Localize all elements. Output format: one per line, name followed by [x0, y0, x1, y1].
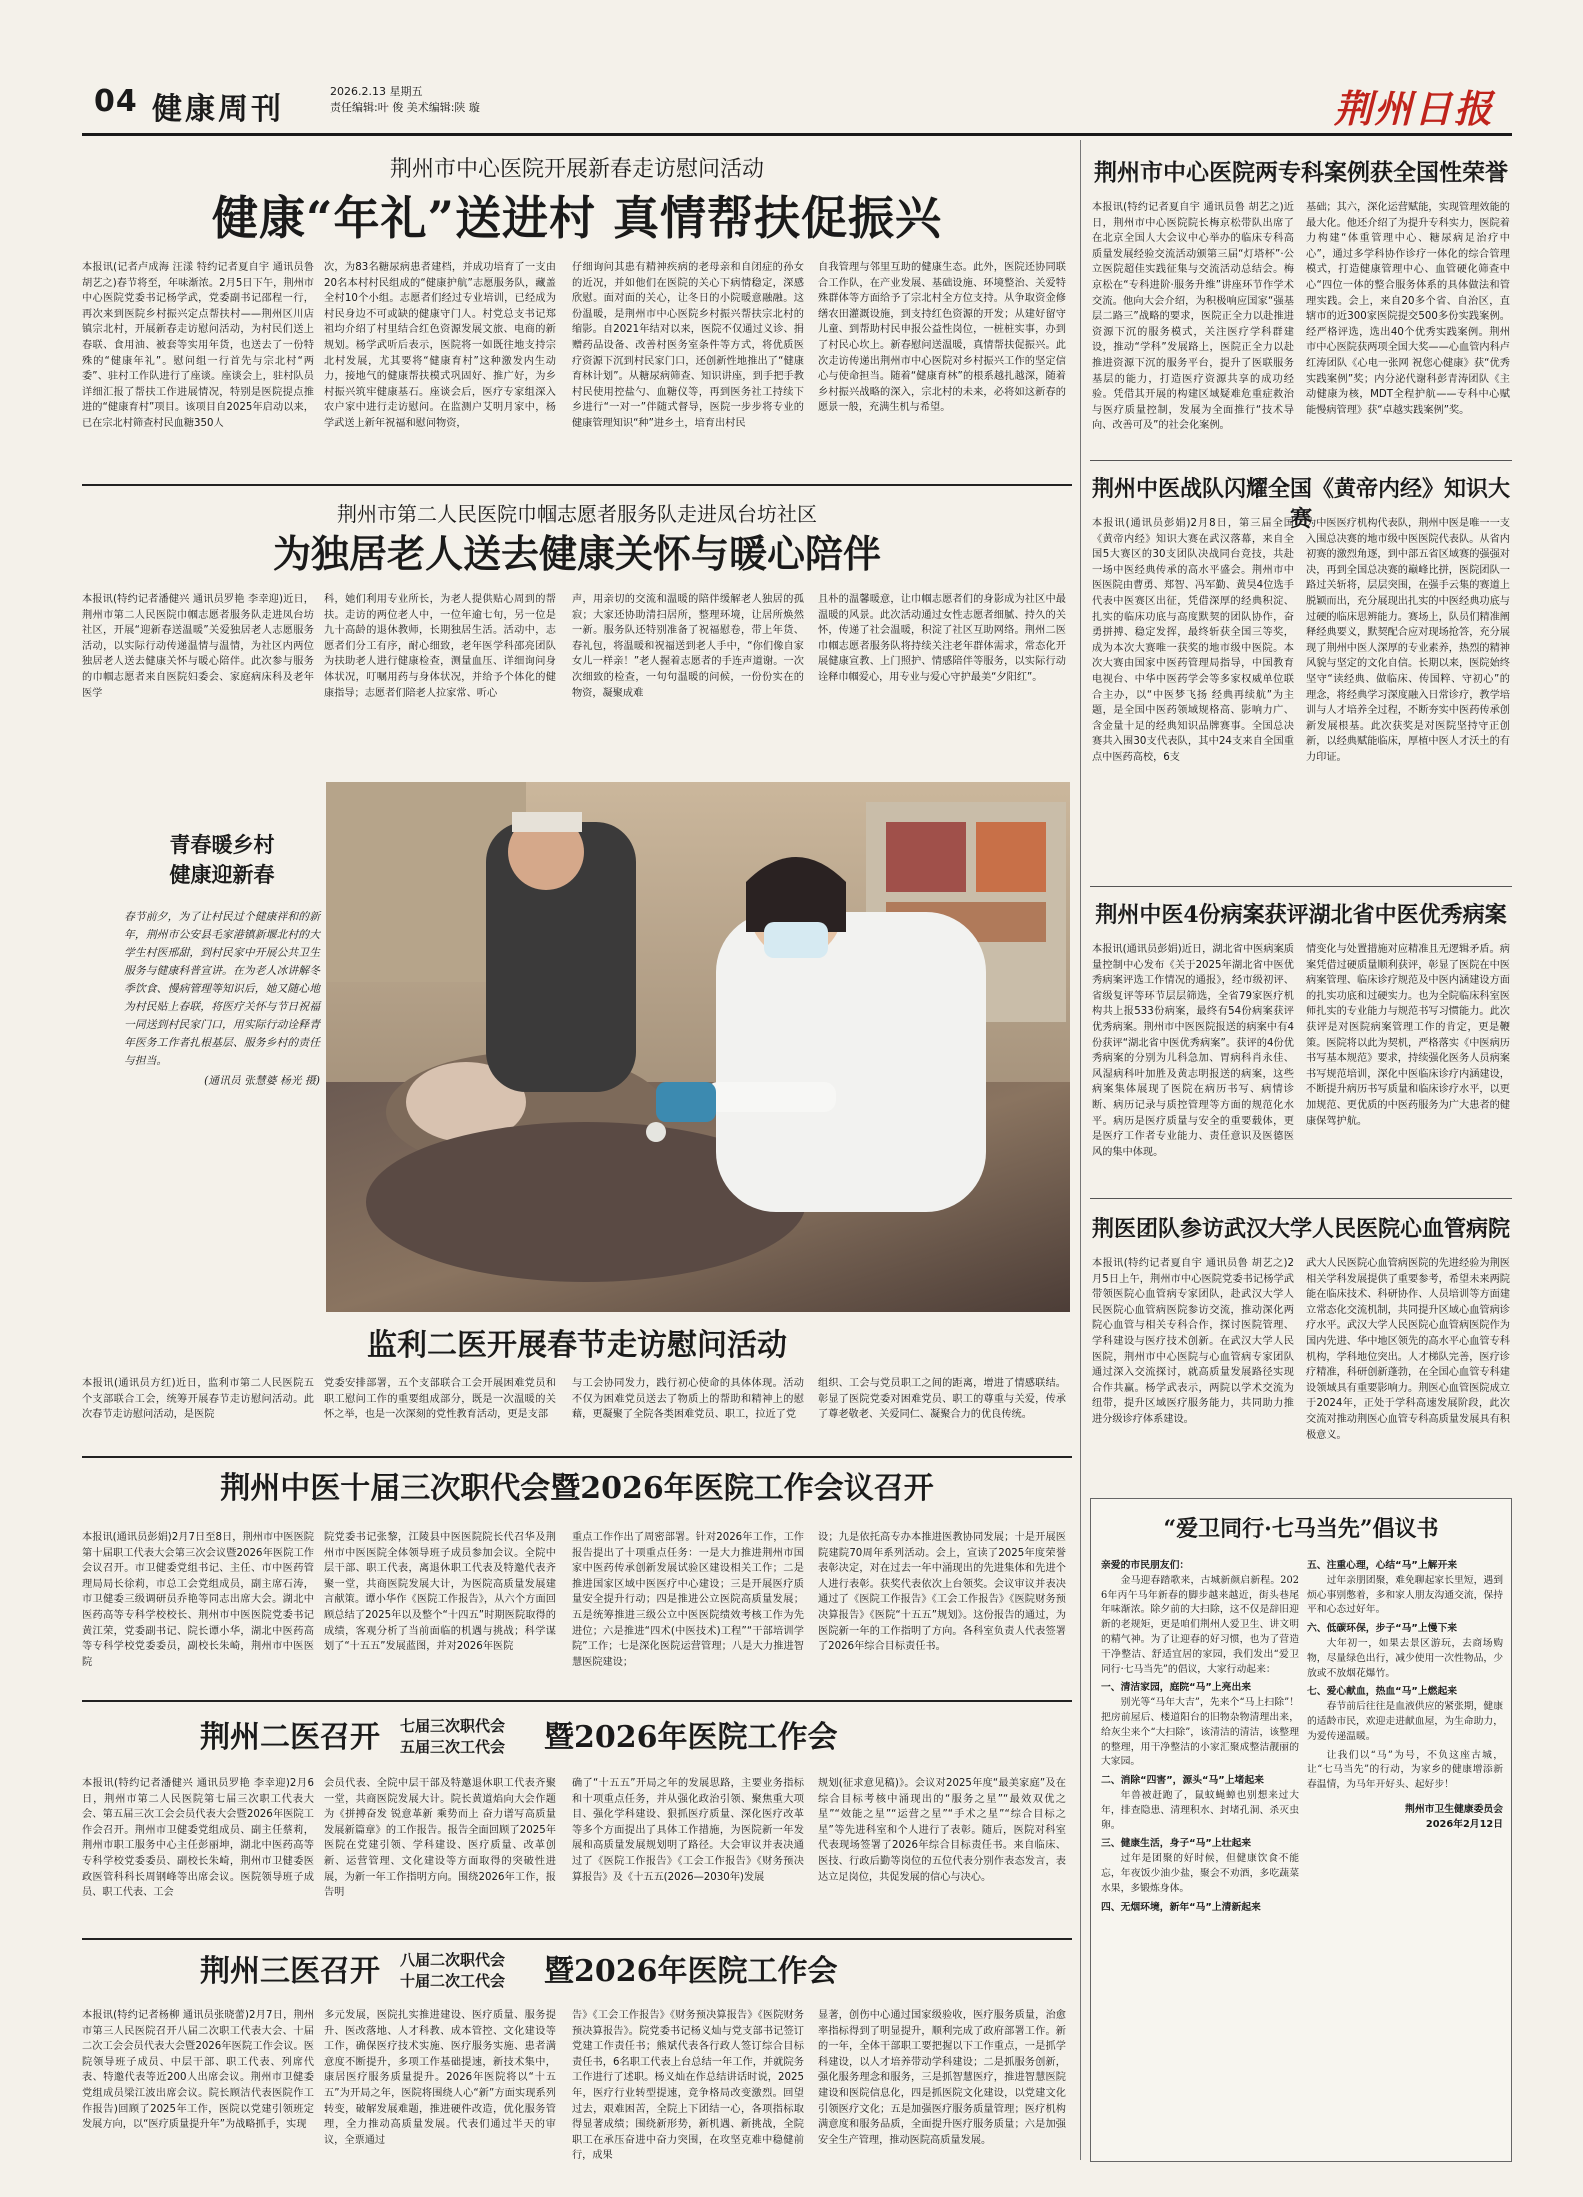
a5-col4: 规划(征求意见稿)》。会议对2025年度“最美家庭”及在综合目标考核中涌现出的“服务之星”“最效双优之星”“效能之星”“运营之星”“手术之星”“综合目标之星”等先进科室和个人进行了表彰。随后，医院对科室代表现场签署了2026年综合目标责任书。来自临床、医技、行政后勤等岗位的五位代表分别作表态发言，表达立足岗位，共促发展的信心与决心。	[818, 1778, 1066, 1883]
proposal-sec1-text: 别光等“马年大吉”，先来个“马上扫除”！把房前屋后、楼道阳台的旧物杂物清理出来，给灰尘来个“大扫除”，该清洁的清洁，该整理的整理，用干净整洁的小家汇聚成整洁靓丽的大家园。	[1101, 1697, 1299, 1768]
proposal-greeting: 亲爱的市民朋友们：	[1101, 1560, 1190, 1571]
a6-headline-post: 暨2026年医院工作会	[544, 1954, 838, 1989]
proposal-sec2-title: 二、消除“四害”，源头“马”上堵起来	[1101, 1775, 1264, 1787]
proposal-sec1-title: 一、清洁家园，庭院“马”上亮出来	[1101, 1682, 1252, 1694]
a6-col2: 多元发展，医院扎实推进建设、医疗质量、服务提升、医改落地、人才科教、成本管控、文化建设等工作，确保医疗技术实施、医疗服务实施、患者满意度不断提升，多项工作基础提速，新技术集中，康居医疗服务质量提升。2026年医院将以“十五五”为开局之年，医院将围绕人心“新”方面实现系列转变，破解发展难题，推进硬件改造，优化服务管理，全力推动高质量发展。代表们通过半天的审议，全票通过	[324, 2010, 556, 2146]
r1-headline: 荆州市中心医院两专科案例获全国性荣誉	[1094, 159, 1508, 186]
proposal-sec7-title: 七、爱心献血，热血“马”上燃起来	[1307, 1686, 1458, 1698]
a1-headline: 健康“年礼”送进村 真情帮扶促振兴	[212, 191, 942, 245]
a5-divider	[82, 1938, 1072, 1940]
proposal-sec4-title: 四、无烟环境，新年“马”上清新起来	[1101, 1901, 1261, 1913]
a6-col3: 告》《工会工作报告》《财务预决算报告》《医院财务预决算报告》。院党委书记杨义灿与党支部书记签订党建工作责任书；熊斌代表各行政人签订综合目标责任书，6名职工代表上台总结一年工作，并就院务工作进行了述职。杨义灿在作总结讲话时说，2025年，医疗行业转型提速，竞争格局改变激烈。回望过去，艰难困苦，全院上下团结一心，各项指标取得显著成绩；围绕新形势，新机遇、新挑战，全院职工在承压奋进中奋力突围，在攻坚克难中稳健前行，成果	[572, 2010, 804, 2162]
page-number: 04	[94, 84, 138, 119]
a3-col2: 党委安排部署，五个支部联合工会开展困难党员和职工慰问工作的重要组成部分，既是一次温暖的关怀之举，也是一次深刻的党性教育活动，更是支部	[324, 1378, 556, 1421]
r3-divider	[1090, 1198, 1512, 1199]
a6-headline-mid2: 十届二次工代会	[400, 1972, 506, 1990]
r1-col2: 基础；其六，深化运营赋能，实现管理效能的最大化。他还介绍了为提升专科实力，医院着力构建“体重管理中心、糖尿病足治疗中心”，通过多学科协作诊疗一体化的综合管理模式，打造健康管理中心、血管硬化筛查中心“四位一体的整合服务体系的具体做法和管理实践。会上，来自20多个省、自治区，直辖市的近300家医院提交500多份实践案例。经严格评选，选出40个优秀实践案例。荆州市中心医院获两项全国大奖——心血管内科卢红涛团队《心电一张网 祝您心健康》获“优秀实践案例”奖；内分泌代谢科彭青涛团队《主动健康为核，MDT全程护航——专科中心赋能慢病管理》获“卓越实践案例”奖。	[1306, 202, 1510, 416]
a6-headline-mid1: 八届二次职代会	[400, 1951, 506, 1969]
a4-col4: 设；九是依托高专办本推进医教协同发展；十是开展医院建院70周年系列活动。会上，宣读了2025年度荣誉表彰决定，对在过去一年中涌现出的先进集体和先进个人进行表彰。获奖代表依次上台领奖。会议审议并表决通过了《医院工作报告》《工会工作报告》《医院财务预决算报告》《医院“十五五”规划》。这份报告的通过，为医院新一年的工作指明了方向。各科室负责人代表签署了2026年综合目标责任书。	[818, 1532, 1066, 1653]
r3-headline: 荆州中医4份病案获评湖北省中医优秀病案	[1095, 902, 1507, 928]
r3-col2: 情变化与处置措施对应精准且无逻辑矛盾。病案凭借过硬质量顺利获评，彰显了医院在中医病案管理、临床诊疗规范及中医内涵建设方面的扎实功底和过硬实力。也为全院临床科室医师扎实的专业能力与规范书写习惯能力。此次获评是对医院病案管理工作的肯定，更是鞭策。医院将以此为契机，严格落实《中医病历书写基本规范》要求，持续强化医务人员病案书写规范培训，深化中医临床诊疗内涵建设，不断提升病历书写质量和临床诊疗水平，以更加规范、更优质的中医药服务为广大患者的健康保驾护航。	[1306, 944, 1510, 1127]
a5-headline-post: 暨2026年医院工作会	[544, 1720, 838, 1755]
a4-col3: 重点工作作出了周密部署。针对2026年工作，工作报告提出了十项重点任务：一是大力推进荆州市国家中医药传承创新发展试验区建设相关工作；二是推进国家区域中医医疗中心建设；三是开展医疗质量安全提升行动；四是推进公立医院高质量发展；五是统筹推进三级公立中医医院绩效考核工作为先进位；六是推进“四术(中医技术)工程”“干部培训学院”工作；七是深化医院运营管理；八是大力推进智慧医院建设；	[572, 1532, 804, 1668]
a3-divider	[82, 1456, 1072, 1458]
a1-col4: 自我管理与邻里互助的健康生态。此外，医院还协同联合工作队，在产业发展、基础设施、环境整治、关爱特殊群体等方面给予了宗北村全方位支持。从争取资金修缮农田灌溉设施，到支持红色资源的开发；从建好留守儿童、到帮助村民申报公益性岗位，一桩桩实事，办到了村民心坎上。新春慰问送温暖，真情帮扶促振兴。此次走访传递出荆州市中心医院对乡村振兴工作的坚定信心与使命担当。随着“健康育林”的根系越扎越深，随着乡村振兴战略的深入，宗北村的未来，必将如这新春的愿景一般，充满生机与希望。	[818, 262, 1066, 414]
proposal-sec5-title: 五、注重心理，心结“马”上解开来	[1307, 1560, 1458, 1571]
a6-col1: 本报讯(特约记者杨柳 通讯员张晓蕾)2月7日，荆州市第三人民医院召开八届二次职工代表大会、十届二次工会会员代表大会暨2026年医院工作会议。医院领导班子成员、中层干部、职工代表、列席代表、特邀代表等近200人出席会议。荆州市卫健委党组成员梁江波出席会议。院长顾洁代表医院作工作报告)回顾了2025年工作，医院以党建引领班定发展方向，以“医疗质量提升年”为战略抓手，实现	[82, 2010, 314, 2131]
proposal-sec6-title: 六、低碳环保，步子“马”上慢下来	[1307, 1623, 1458, 1635]
photo-illustration	[326, 782, 1070, 1312]
a4-divider	[82, 1700, 1072, 1702]
photo-caption-box	[124, 812, 320, 1202]
r1-divider	[1090, 460, 1512, 461]
r2-col2: 为中医医疗机构代表队，荆州中医是唯一一支入围总决赛的地市级中医医院代表队。从省内初赛的激烈角逐，到中部五省区域赛的强强对决，再到全国总决赛的巅峰比拼，医院团队一路过关斩将，层层突围，在强手云集的赛道上脱颖而出，充分展现出扎实的中医经典功底与过硬的临床思辨能力。赛场上，队员们精准阐释经典要义，默契配合应对现场抢答，充分展现了荆州中医人深厚的专业素养，热烈的精神风貌与坚定的文化自信。长期以来，医院始终坚守“读经典、做临床、传国粹、守初心”的理念，将经典学习深度融入日常诊疗，教学培训与人才培养全过程，不断夯实中医药传承创新发展根基。此次获奖是对医院坚持守正创新，以经典赋能临床，厚植中医人才沃土的有力印证。	[1306, 518, 1510, 763]
proposal-box	[1090, 1498, 1512, 2162]
a5-col3: 确了“十五五”开局之年的发展思路，主要业务指标和十项重点任务，并从强化政治引领、聚焦重大项目、强化学科建设、狠抓医疗质量、深化医疗改革等多个方面提出了具体工作措施，为医院新一年发展和高质量发展规划明了路径。大会审议并表决通过了《医院工作报告》《工会工作报告》《财务预决算报告》及《十五五(2026—2030年)发展	[572, 1778, 804, 1883]
a2-kicker: 荆州市第二人民医院巾帼志愿者服务队走进凤台坊社区	[337, 502, 817, 526]
proposal-sec7-text: 春节前后往往是血液供应的紧张期，健康的适龄市民，欢迎走进献血屋，为生命助力，为爱传递温暖。	[1307, 1701, 1503, 1742]
photo-caption-text: 春节前夕，为了让村民过个健康祥和的新年，荆州市公安县毛家港镇新堰北村的大学生村医邢甜，到村民家中开展公共卫生服务与健康科普宣讲。在为老人冰讲解冬季饮食、慢病管理等知识后，她又随心地为村民贴上春联，将医疗关怀与节日祝福一同送到村民家门口，用实际行动诠释青年医务工作者扎根基层、服务乡村的责任与担当。	[124, 910, 320, 1067]
r2-col1: 本报讯(通讯员彭娟)2月8日，第三届全国《黄帝内经》知识大赛在武汉落幕，来自全国5大赛区的30支团队决战同台竞技，共赴一场中医经典传承的高水平盛会。荆州市中医医院由曹勇、郑智、冯军勤、黄昊4位选手代表中医赛区出征，凭借深厚的经典积淀、扎实的临床功底与高度默契的团队协作，奋勇拼搏、稳定发挥，最终斩获全国三等奖，成为本次大赛唯一获奖的地市级中医院。本次大赛由国家中医药管理局指导，中国教育电视台、中华中医药学会等多家权威单位联合主办，以“中医梦飞扬 经典再续航”为主题，是全国中医药领域规格高、影响力广、含金量十足的经典知识品牌赛事。全国总决赛共入围30支代表队，其中24支来自全国重点中医药高校，6支	[1092, 518, 1294, 763]
proposal-sec3-title: 三、健康生活，身子“马”上壮起来	[1101, 1838, 1252, 1850]
a2-col3: 声，用亲切的交流和温暖的陪伴缓解老人独居的孤寂；大家还协助清扫居所，整理环境，让居所焕然一新。服务队还特别准备了祝福慰卷，带上年货、春礼包，将温暖和祝福送到老人手中，“你们像自家女儿一样亲！”老人握着志愿者的手连声道谢。一次次细致的检查，一句句温暖的问候，一份份实在的物资，凝聚成难	[572, 594, 804, 699]
a5-headline	[82, 1712, 1072, 1766]
a2-col1: 本报讯(特约记者潘健兴 通讯员罗艳 李幸迎)近日，荆州市第二人民医院巾帼志愿者服务队走进凤台坊社区，开展“迎新春送温暖”关爱独居老人志愿服务活动，以实际行动传递温情与温情，为社区内两位独居老人送去健康关怀与暖心陪伴。此次参与服务的巾帼志愿者来自医院妇委会、家庭病床科及老年医学	[82, 594, 314, 699]
r4-col1: 本报讯(特约记者夏自宇 通讯员鲁 胡艺之)2月5日上午，荆州市中心医院党委书记杨学武带领医院心血管病专家团队，赴武汉大学人民医院心血管病医院参访交流，推动深化两院心血管与相关专科合作，探讨医院管理、学科建设与医疗技术创新。在武汉大学人民医院，荆州市中心医院与心血管病专家团队通过深入交流探讨，就高质量发展路径实现合作共赢。杨学武表示，两院以学术交流为纽带，提升区域医疗服务能力，共同助力推进分级诊疗体系建设。	[1092, 1258, 1294, 1425]
a6-headline-pre: 荆州三医召开	[200, 1954, 380, 1989]
editors-line: 责任编辑:叶 俊 美术编辑:陕 璇	[330, 101, 480, 114]
page-masthead	[82, 78, 1512, 134]
proposal-left-col	[1101, 1559, 1299, 2155]
a1-col2: 次，为83名糖尿病患者建档，并成功培育了一支由20名本村村民组成的“健康护航”志愿服务队，藏盖全村10个小组。志愿者们经过专业培训，已经成为村民身边不可或缺的健康守门人。村党总支书记郑祖均介绍了村里结合红色资源发展文旅、电商的新规划。杨学武听后表示，医院将一如既往地支持宗北村发展，尤其要将“健康育村”这种激发内生动力，接地气的健康帮扶模式巩固好、推广好，为乡村振兴筑牢健康基石。座谈会后，医疗专家组深入农户家中进行走访慰问。在监测户艾明月家中，杨学武送上新年祝福和慰问物资，	[324, 262, 556, 429]
proposal-sec3-text: 过年是团聚的好时候，但健康饮食不能忘，年夜饭少油少盐，聚会不劝酒，多吃蔬菜水果，多锻炼身体。	[1101, 1853, 1299, 1894]
proposal-sec6-text: 大年初一，如果去景区游玩，去商场购物，尽量绿色出行，减少使用一次性物品，少放或不放烟花爆竹。	[1307, 1637, 1503, 1679]
a5-headline-pre: 荆州二医召开	[200, 1720, 380, 1755]
photo-credit: (通讯员 张慧婆 杨光 摄)	[204, 1074, 320, 1087]
a1-col3: 仔细询问其患有精神疾病的老母亲和自闭症的孙女的近况，并如他们在医院的关心下病情稳定，深感欣慰。面对面的关心，让冬日的小院暖意融融。这份温暖，是荆州市中心医院乡村振兴帮扶宗北村的缩影。自2021年结对以来，医院不仅通过义诊、捐赠药品设备、改善村医务室条件等方式，将优质医疗资源下沉到村民家门口，还创新性地推出了“健康育林计划”。从糖尿病筛查、知识讲座，到手把手教村民使用控盐勺、血糖仪等，再到医务社工持续下乡进行“一对一”伴随式督导，医院一步步将专业的健康管理知识“种”进乡土，培育出村民	[572, 262, 804, 429]
r4-headline: 荆医团队参访武汉大学人民医院心血管病院	[1091, 1216, 1510, 1242]
a4-headline: 荆州中医十届三次职代会暨2026年医院工作会议召开	[220, 1471, 934, 1506]
a3-col4: 组织、工会与党员职工之间的距离，增进了情感联结。彰显了医院党委对困难党员、职工的尊重与关爱，传承了尊老敬老、关爱同仁、凝聚合力的优良传统。	[818, 1378, 1066, 1421]
masthead-rule	[82, 133, 1512, 136]
photo-caption-title-1: 青春暖乡村	[169, 832, 275, 857]
right-column-divider	[1080, 140, 1081, 2160]
r1-col1: 本报讯(特约记者夏自宇 通讯员鲁 胡艺之)近日，荆州市中心医院院长梅京松带队出席了在北京全国人大会议中心举办的临床专科高质量发展经验交流活动颁第三届“灯塔杯”·公立医院超佳实践征集与交流活动总结会。梅京松在“专科进阶·服务升维”讲座环节作学术交流。他向大会介绍，为积极响应国家“强基层二路三”战略的要求，医院正全力以赴推进资源下沉的服务模式，关注医疗学科群建设，推动“学科”发展路上，医院正全力以赴推进资源下沉的服务平台，提升了医联服务基层的能力，打造医疗资源共享的成功经验。凭借其开展的构建区域疑难危重症救治与医疗质量控制，发展为全面推行“技术导向、改善可及”的社会化案例。	[1092, 202, 1294, 432]
a2-headline: 为独居老人送去健康关怀与暖心陪伴	[272, 531, 881, 576]
a3-headline: 监利二医开展春节走访慰问活动	[367, 1328, 787, 1363]
a5-col2: 会员代表、全院中层干部及特邀退休职工代表齐聚一堂，共商医院发展大计。院长黄道焰向大会作题为《拼搏奋发 锐意革新 乘势而上 奋力谱写高质量发展新篇章》的工作报告。报告全面回顾了2025年医院在党建引领、学科建设、医疗质量、改革创新、运营管理、文化建设等方面取得的突破性进展，为新一年工作指明方向。围绕2026年工作，报告明	[324, 1778, 556, 1899]
a6-headline	[82, 1946, 1072, 2000]
proposal-signature: 荆州市卫生健康委员会	[1405, 1803, 1503, 1815]
a5-headline-mid1: 七届三次职代会	[400, 1717, 506, 1735]
section-name: 健康周刊	[152, 92, 284, 127]
proposal-intro: 金马迎春踏歌来，古城新颜启新程。2026年丙午马年新春的脚步越来越近，街头巷尾年味渐浓。除夕前的大扫除，这不仅是辞旧迎新的老规矩，更是咱们荆州人爱卫生、讲文明的精气神。为了让迎春的好习惯，也为了营造干净整洁、舒适宜居的家园，我们发出“爱卫同行·七马当先”的倡议，大家行动起来：	[1101, 1574, 1299, 1675]
a3-col3: 与工会协同发力，践行初心使命的具体体现。活动不仅为困难党员送去了物质上的帮助和精神上的慰藉，更凝聚了全院各类困难党员、职工，拉近了党	[572, 1378, 804, 1421]
r5-headline: “爱卫同行·七马当先”倡议书	[1163, 1516, 1439, 1542]
a3-col1: 本报讯(通讯员方红)近日，监利市第二人民医院五个支部联合工会，统筹开展春节走访慰问活动。此次春节走访慰问活动，是医院	[82, 1378, 314, 1421]
a5-headline-mid2: 五届三次工代会	[400, 1738, 506, 1756]
r2-headline: 荆州中医战队闪耀全国《黄帝内经》知识大赛	[1091, 476, 1510, 532]
r2-divider	[1090, 886, 1512, 887]
r4-col2: 武大人民医院心血管病医院的先进经验为荆医相关学科发展提供了重要参考，希望未来两院能在临床技术、科研协作、人员培训等方面建立常态化交流机制，共同提升区域心血管病诊疗水平。武汉大学人民医院心血管病医院作为国内先进、华中地区领先的高水平心血管专科机构，学科地位突出。人才梯队完善，医疗诊疗精准，科研创新蓬勃，在全国心血管专科建设领域具有重要影响力。荆医心血管医院成立于2024年，正处于学科高速发展阶段，此次交流对推动荆医心血管专科高质量发展具有积极意义。	[1306, 1258, 1510, 1441]
a4-col1: 本报讯(通讯员彭娟)2月7日至8日，荆州市中医医院第十届职工代表大会第三次会议暨2026年医院工作会议召开。市卫健委党组书记、主任、市中医药管理局局长徐莉，市总工会党组成员，副主席石涛，市卫健委三级调研员乔艳等同志出席大会。湖北中医药高等专科学校校长、荆州市中医医院党委书记黄江荣，党委副书记、院长谭小华，湖北中医药高等专科学校党委委员，副校长朱崎，荆州市中医医院	[82, 1532, 314, 1668]
newspaper-logo: 荆州日报	[1333, 86, 1494, 131]
issue-date: 2026.2.13 星期五	[330, 85, 423, 98]
proposal-sec5-text: 过年亲朋团聚，难免聊起家长里短，遇到烦心事别憋着，多和家人朋友沟通交流，保持平和心态过好年。	[1307, 1574, 1503, 1616]
a4-col2: 院党委书记张黎，江陵县中医医院院长代召华及荆州市中医医院全体领导班子成员参加会议。全院中层干部、职工代表，离退休职工代表及特邀代表齐聚一堂，共商医院发展大计，为医院高质量发展建言献策。谭小华作《医院工作报告》，从六个方面回顾总结了2025年以及整个“十四五”时期医院取得的成绩，客观分析了当前面临的机遇与挑战；科学谋划了“十五五”发展蓝图，并对2026年医院	[324, 1532, 556, 1653]
a1-kicker: 荆州市中心医院开展新春走访慰问活动	[389, 157, 764, 182]
a5-col1: 本报讯(特约记者潘健兴 通讯员罗艳 李幸迎)2月6日，荆州市第二人民医院第七届三次职工代表大会、第五届三次工会会员代表大会暨2026年医院工作会召开。荆州市卫健委党组成员、副主任蔡莉，荆州市职工服务中心主任彭丽坤，湖北中医药高等专科学校党委委员、副校长朱崎，荆州市卫健委医政医管科科长周钢峰等出席会议。医院领导班子成员、职工代表、工会	[82, 1778, 314, 1899]
a6-col4: 显著，创伤中心通过国家级验收，医疗服务质量，治愈率指标得到了明显提升，顺利完成了政府部署工作。新的一年，全体干部职工要把握以下工作重点，一是抓学科建设，以人才培养带动学科建设；二是抓服务创新，强化服务理念和服务，三是抓智慧医疗，推进智慧医院建设和医院信息化，四是抓医院文化建设，以党建文化引领医疗文化；五是加强医疗服务质量管理；医疗机构满意度和服务品质，全面提升医疗服务质量；六是加强安全生产管理，推动医院高质量发展。	[818, 2010, 1066, 2146]
a2-col2: 科，她们利用专业所长，为老人提供贴心周到的帮扶。走访的两位老人中，一位年逾七旬，另一位是九十高龄的退休教师，长期独居生活。活动中，志愿者们分工有序，耐心细致，老年医学科邵亮团队为扶助老人进行健康检查，测量血压、详细询问身体状况，叮嘱用药与身体状况，并给予个体化的健康指导；志愿者们陪老人拉家常、听心	[324, 594, 556, 699]
r3-col1: 本报讯(通讯员彭娟)近日，湖北省中医病案质量控制中心发布《关于2025年湖北省中医优秀病案评选工作情况的通报》，经市级初评、省级复评等环节层层筛选，全省79家医疗机构共上报533份病案，最终有54份病案获评优秀病案。荆州市中医医院报送的病案中有4份获评“湖北省中医优秀病案”。获评的4份优秀病案的分别为儿科急加、胃病科肖永佳、风湿病科叶加胜及黄志明报送的病案，这些病案集体展现了医院在病历书写、病情诊断、病历记录与质控管理等方面的规范化水平。病历是医疗质量与安全的重要载体，更是医疗工作者专业能力、责任意识及医德医风的集中体现。	[1092, 944, 1294, 1158]
a1-col1: 本报讯(记者卢成海 汪漾 特约记者夏自宇 通讯员鲁 胡艺之)春节将至，年味渐浓。2月5日下午，荆州市中心医院党委书记杨学武，党委副书记邵程一行，再次来到医院乡村振兴定点帮扶村——荆州区川店镇宗北村，开展新春走访慰问活动，为村民们送上春联、食用油、被套等实用年货，也送去了一份特殊的“健康年礼”。慰问组一行首先与宗北村“两委”、驻村工作队进行了座谈。座谈会上，驻村队员详细汇报了帮扶工作进展情况，特别是医院提点推进的“健康育村”项目。该项目自2025年启动以来，已在宗北村筛查村民血糖350人	[82, 262, 314, 429]
a2-col4: 且朴的温馨暖意，让巾帼志愿者们的身影成为社区中最温暖的风景。此次活动通过女性志愿者细腻、持久的关怀，传递了社会温暖，积淀了社区互助网络。荆州二医巾帼志愿者服务队将持续关注老年群体需求，常态化开展健康宣教、上门照护、情感陪伴等服务，以实际行动诠释巾帼爱心，用专业与爱心守护最美“夕阳红”。	[818, 594, 1066, 683]
a1-divider	[82, 484, 1072, 486]
photo-caption-title-2: 健康迎新春	[169, 862, 275, 887]
proposal-date: 2026年2月12日	[1425, 1818, 1503, 1830]
news-photo-village-doctor	[326, 782, 1070, 1312]
proposal-right-col	[1307, 1559, 1503, 2155]
proposal-sec2-text: 年兽被赶跑了，鼠蚊蝇蟑也别想来过大年，排查隐患、清理积水、封堵孔洞、杀灭虫卵。	[1101, 1789, 1299, 1831]
proposal-outro: 让我们以“马”为号，不负这座古城，让“七马当先”的行动，为家乡的健康增添新春温情，为马年开好头、起好步！	[1307, 1749, 1503, 1791]
